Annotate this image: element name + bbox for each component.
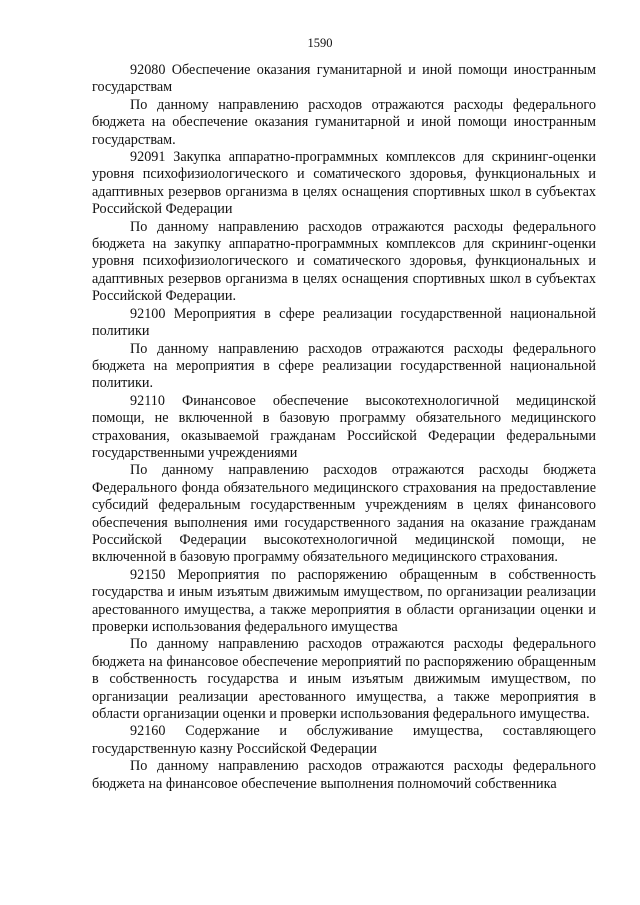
- section-92080-heading: 92080 Обеспечение оказания гуманитарной и иной помощи иностранным государствам: [92, 62, 596, 96]
- section-92160-description: По данному направлению расходов отражаются расходы федерального бюджета на финансовое обеспечение выполнения полномочий собственника: [92, 758, 596, 792]
- section-92110-description: По данному направлению расходов отражаются расходы бюджета Федерального фонда обязательного медицинского страхования на предоставление субсидий федеральным государственным учреждениям в целях финансового обеспечения выполнения ими государственного задания на оказание гражданам Российской Федерации высокотехнологичной медицинской помощи, не включенной в базовую программу обязательного медицинского страхования.: [92, 462, 596, 566]
- section-92160-heading: 92160 Содержание и обслуживание имущества, составляющего государственную казну Российской Федерации: [92, 723, 596, 757]
- page-number: 1590: [307, 36, 333, 50]
- section-92091-heading: 92091 Закупка аппаратно-программных комплексов для скрининг-оценки уровня психофизиологического и соматического здоровья, функциональных и адаптивных резервов организма в целях оснащения спортивных школ в субъектах Российской Федерации: [92, 149, 596, 218]
- section-92091-description: По данному направлению расходов отражаются расходы федерального бюджета на закупку аппаратно-программных комплексов для скрининг-оценки уровня психофизиологического и соматического здоровья, функциональных и адаптивных резервов организма в целях оснащения спортивных школ в субъектах Российской Федерации.: [92, 218, 596, 305]
- section-92110-heading: 92110 Финансовое обеспечение высокотехнологичной медицинской помощи, не включенной в базовую программу обязательного медицинского страхования, оказываемой гражданам Российской Федерации федеральными государственными учреждениями: [92, 392, 596, 461]
- document-body: [92, 62, 596, 793]
- section-92100-heading: 92100 Мероприятия в сфере реализации государственной национальной политики: [92, 305, 596, 340]
- section-92150-heading: 92150 Мероприятия по распоряжению обращенным в собственность государства и иным изъятым движимым имуществом, по организации реализации арестованного имущества, а также мероприятия в области организации оценки и проверки использования федерального имущества: [92, 566, 596, 635]
- section-92100-description: По данному направлению расходов отражаются расходы федерального бюджета на мероприятия в сфере реализации государственной национальной политики.: [92, 340, 596, 392]
- section-92080-description: По данному направлению расходов отражаются расходы федерального бюджета на обеспечение оказания гуманитарной и иной помощи иностранным государствам.: [92, 96, 596, 148]
- section-92150-description: По данному направлению расходов отражаются расходы федерального бюджета на финансовое обеспечение мероприятий по распоряжению обращенным в собственность государства и иным изъятым движимым имуществом, по организации реализации арестованного имущества, а также мероприятия в области организации оценки и проверки использования федерального имущества.: [92, 636, 596, 723]
